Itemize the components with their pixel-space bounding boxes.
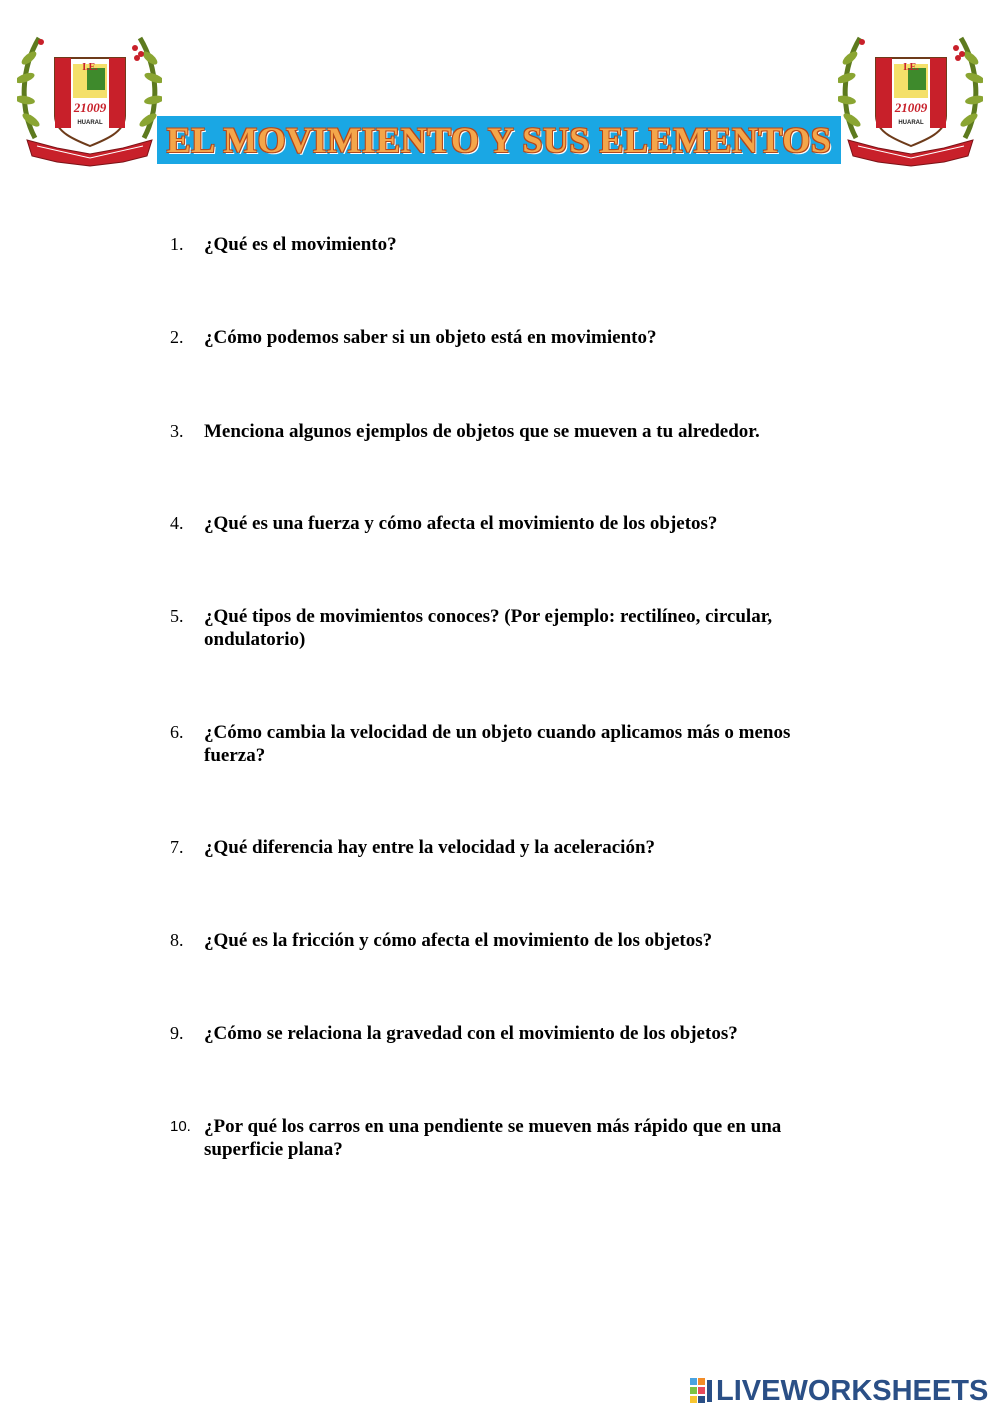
- crest-number: 21009: [894, 100, 928, 115]
- page-title: EL MOVIMIENTO Y SUS ELEMENTOS: [166, 120, 832, 160]
- liveworksheets-icon: [690, 1378, 714, 1404]
- question-number: 6.: [170, 722, 184, 742]
- question-number: 7.: [170, 837, 184, 857]
- crest-top-label: I.E.: [82, 62, 98, 73]
- question-number: 8.: [170, 930, 184, 950]
- question-item: [170, 929, 840, 952]
- liveworksheets-logo[interactable]: [690, 1373, 988, 1409]
- crest-city: HUARAL: [898, 120, 924, 126]
- question-text: ¿Cómo podemos saber si un objeto está en movimiento?: [204, 327, 657, 348]
- question-text: ¿Qué es una fuerza y cómo afecta el movimiento de los objetos?: [204, 513, 718, 534]
- question-number: 9.: [170, 1023, 184, 1043]
- question-item: [170, 721, 840, 767]
- question-item: [170, 233, 840, 256]
- question-text: ¿Cómo cambia la velocidad de un objeto cuando aplicamos más o menos fuerza?: [204, 722, 791, 766]
- question-number: 10.: [170, 1118, 191, 1135]
- question-number: 1.: [170, 234, 184, 254]
- crest-city: HUARAL: [77, 120, 103, 126]
- brand-name: LIVEWORKSHEETS: [716, 1374, 989, 1407]
- question-number: 2.: [170, 327, 184, 347]
- question-item: [170, 605, 840, 651]
- question-text: ¿Qué tipos de movimientos conoces? (Por ejemplo: rectilíneo, circular, ondulatorio): [204, 606, 773, 650]
- question-text: ¿Qué es el movimiento?: [204, 234, 397, 255]
- crest-number: 21009: [73, 100, 107, 115]
- question-number: 5.: [170, 606, 184, 626]
- crest-top-label: I.E.: [903, 62, 919, 73]
- question-text: ¿Por qué los carros en una pendiente se mueven más rápido que en una superficie plana?: [204, 1116, 782, 1160]
- question-item: [170, 1022, 840, 1045]
- question-item: [170, 1115, 840, 1161]
- question-text: ¿Qué es la fricción y cómo afecta el movimiento de los objetos?: [204, 930, 713, 951]
- question-item: [170, 326, 840, 349]
- question-item: [170, 836, 840, 859]
- question-item: [170, 420, 840, 443]
- question-text: ¿Qué diferencia hay entre la velocidad y la aceleración?: [204, 837, 656, 858]
- question-text: ¿Cómo se relaciona la gravedad con el movimiento de los objetos?: [204, 1023, 738, 1044]
- question-number: 3.: [170, 421, 184, 441]
- question-text: Menciona algunos ejemplos de objetos que se mueven a tu alrededor.: [204, 421, 760, 442]
- question-item: [170, 512, 840, 535]
- question-number: 4.: [170, 513, 184, 533]
